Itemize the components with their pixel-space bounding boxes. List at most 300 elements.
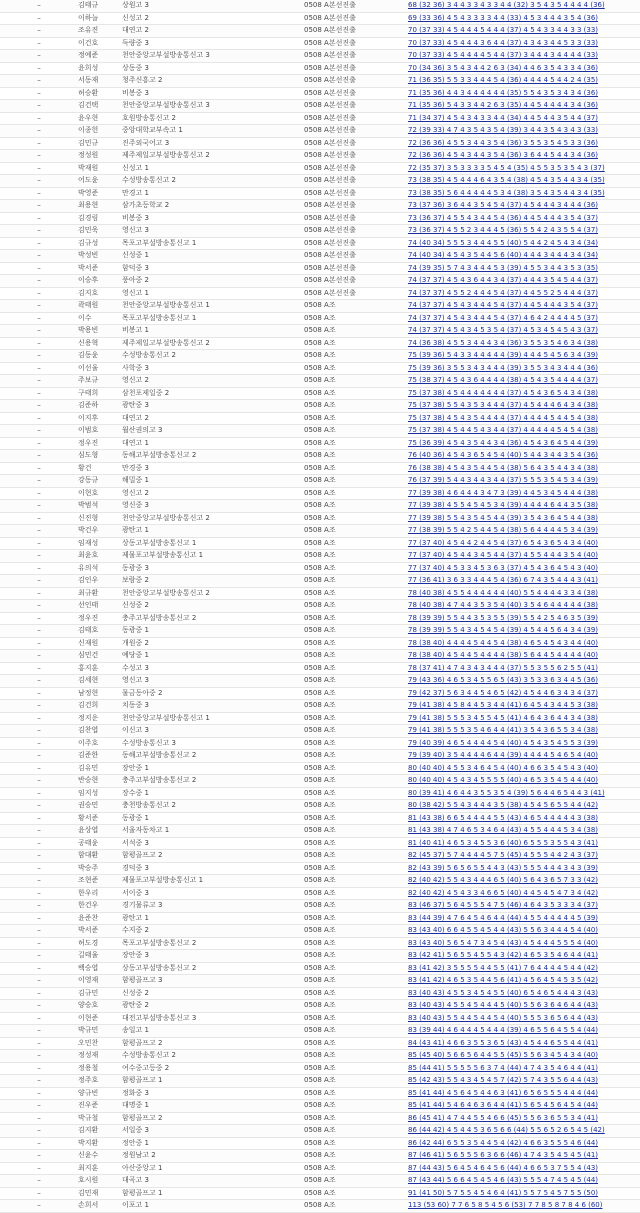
score-link[interactable]: 73 (37 36) 3 6 4 4 3 5 4 5 4 (37) 4 5 4 4 4 3 4 4 4 (36) bbox=[408, 201, 599, 210]
rank-cell: – bbox=[0, 712, 78, 725]
school-name: 함평골프고 3 bbox=[122, 975, 304, 988]
group-label: 0508 A조 bbox=[304, 387, 408, 400]
score-link[interactable]: 74 (40 34) 4 5 4 3 5 4 4 5 6 (40) 4 4 4 3 4 4 4 3 4 (34) bbox=[408, 251, 599, 260]
school-name: 개원중 2 bbox=[122, 637, 304, 650]
score-link[interactable]: 74 (36 38) 4 5 5 3 4 4 4 3 4 (36) 3 5 5 3 5 4 6 3 4 (38) bbox=[408, 338, 599, 347]
player-name: 이지후 bbox=[78, 412, 122, 425]
table-row bbox=[0, 500, 640, 513]
rank-cell: – bbox=[0, 850, 78, 863]
score-link[interactable]: 72 (36 36) 4 5 4 3 4 4 3 5 4 (36) 3 6 4 4 5 4 4 3 4 (36) bbox=[408, 151, 599, 160]
school-name: 사학중 3 bbox=[122, 362, 304, 375]
score-link[interactable]: 83 (40 43) 4 5 5 3 4 5 4 5 5 (40) 6 5 4 6 5 4 4 4 3 (43) bbox=[408, 988, 599, 997]
score-link[interactable]: 83 (39 44) 4 6 4 4 4 5 4 4 4 (39) 4 6 5 5 6 4 5 5 4 (44) bbox=[408, 1026, 599, 1035]
group-label: 0508 A조 bbox=[304, 900, 408, 913]
player-name: 김민재 bbox=[78, 1187, 122, 1200]
player-name: 정우진 bbox=[78, 612, 122, 625]
rank-cell: – bbox=[0, 450, 78, 463]
score-link[interactable]: 76 (40 36) 4 5 4 3 6 5 4 5 4 (40) 5 4 4 3 4 4 3 5 4 (36) bbox=[408, 451, 599, 460]
score-link[interactable]: 76 (37 39) 5 4 4 3 4 4 3 4 4 (37) 5 5 5 3 5 4 5 3 4 (39) bbox=[408, 476, 599, 485]
score-link[interactable]: 78 (37 41) 4 7 4 3 4 3 4 4 4 (37) 5 5 3 5 5 6 2 5 5 (41) bbox=[408, 663, 599, 672]
score-link[interactable]: 85 (42 43) 5 5 4 3 4 5 4 5 7 (42) 5 7 4 3 5 5 6 4 4 (43) bbox=[408, 1076, 599, 1085]
player-name: 어도윤 bbox=[78, 175, 122, 188]
score-link[interactable]: 86 (44 42) 4 5 4 4 5 3 6 5 6 6 (44) 5 5 6 5 2 6 5 4 5 (42) bbox=[408, 1126, 605, 1135]
group-label: 0508 A조 bbox=[304, 787, 408, 800]
group-label: 0508 A조 bbox=[304, 725, 408, 738]
table-row bbox=[0, 650, 640, 663]
school-name: 삼천포제일중 2 bbox=[122, 387, 304, 400]
table-row bbox=[0, 187, 640, 200]
table-row bbox=[0, 250, 640, 263]
rank-cell: – bbox=[0, 350, 78, 363]
score-cell bbox=[408, 150, 640, 163]
school-name: 동광중 3 bbox=[122, 562, 304, 575]
score-link[interactable]: 74 (37 37) 4 5 5 2 4 4 4 5 4 (37) 4 4 5 5 2 5 4 4 4 (37) bbox=[408, 288, 599, 297]
score-link[interactable]: 83 (40 43) 5 5 4 4 5 4 4 5 4 (40) 5 5 5 3 6 5 6 4 4 (43) bbox=[408, 1013, 599, 1022]
score-link[interactable]: 74 (39 35) 5 7 4 3 4 4 4 5 3 (39) 4 5 5 3 4 4 3 5 3 (35) bbox=[408, 263, 599, 272]
score-link[interactable]: 82 (40 42) 5 5 4 3 4 4 4 6 5 (40) 5 6 4 3 6 5 7 3 3 (42) bbox=[408, 876, 599, 885]
table-row bbox=[0, 725, 640, 738]
table-row bbox=[0, 100, 640, 113]
score-link[interactable]: 78 (38 40) 4 4 4 4 5 4 4 5 4 (38) 4 6 5 4 5 4 3 4 4 (40) bbox=[408, 638, 599, 647]
school-name: 정안중 1 bbox=[122, 1137, 304, 1150]
score-link[interactable]: 70 (37 33) 4 5 4 4 4 3 6 4 4 (37) 4 3 4 3 4 4 5 3 3 (33) bbox=[408, 38, 599, 47]
score-link[interactable]: 81 (43 38) 6 6 5 4 4 4 4 5 5 (43) 4 6 5 4 4 4 4 4 3 (38) bbox=[408, 813, 599, 822]
player-name: 주보규 bbox=[78, 375, 122, 388]
table-row bbox=[0, 875, 640, 888]
rank-cell: – bbox=[0, 187, 78, 200]
table-row bbox=[0, 1062, 640, 1075]
school-name: 수성방송통신고 2 bbox=[122, 175, 304, 188]
score-cell bbox=[408, 837, 640, 850]
school-name: 정화중 3 bbox=[122, 1087, 304, 1100]
rank-cell: – bbox=[0, 737, 78, 750]
group-label: 0508 A조 bbox=[304, 1137, 408, 1150]
score-link[interactable]: 74 (37 37) 4 5 4 3 4 4 4 5 4 (37) 4 4 5 4 4 4 3 5 4 (37) bbox=[408, 301, 599, 310]
table-row bbox=[0, 487, 640, 500]
score-link[interactable]: 75 (36 39) 4 5 4 3 5 4 4 3 4 (36) 4 5 4 3 6 4 5 4 4 (39) bbox=[408, 438, 599, 447]
table-row bbox=[0, 1125, 640, 1138]
score-link[interactable]: 83 (43 40) 6 6 4 5 5 4 5 4 4 (43) 5 5 6 3 4 4 4 5 4 (40) bbox=[408, 926, 599, 935]
score-link[interactable]: 86 (42 44) 6 5 5 3 5 4 4 5 4 (42) 4 6 6 3 5 5 5 4 6 (44) bbox=[408, 1138, 599, 1147]
group-label: 0508 A조 bbox=[304, 837, 408, 850]
table-row bbox=[0, 825, 640, 838]
score-link[interactable]: 74 (37 37) 4 5 4 3 4 4 4 5 4 (37) 4 6 4 2 4 4 4 4 5 (37) bbox=[408, 313, 599, 322]
score-link[interactable]: 75 (39 36) 5 4 3 3 4 4 4 4 4 (39) 4 4 4 5 4 5 6 3 4 (39) bbox=[408, 351, 599, 360]
player-name: 박건우 bbox=[78, 525, 122, 538]
school-name: 대연고 1 bbox=[122, 437, 304, 450]
score-link[interactable]: 91 (41 50) 5 7 5 5 4 5 4 6 4 (41) 5 5 7 5 4 5 7 5 5 (50) bbox=[408, 1188, 599, 1197]
score-link[interactable]: 72 (35 37) 3 5 3 3 3 3 5 4 5 4 (35) 4 5 5 3 5 3 5 4 3 (37) bbox=[408, 163, 605, 172]
score-link[interactable]: 74 (37 37) 4 5 4 3 4 5 3 5 4 (37) 4 5 3 4 5 4 5 4 3 (37) bbox=[408, 326, 599, 335]
school-name: 비봉중 3 bbox=[122, 212, 304, 225]
group-label: 0508 A조 bbox=[304, 375, 408, 388]
group-label: 0508 A조 bbox=[304, 1075, 408, 1088]
player-name: 황서준 bbox=[78, 812, 122, 825]
rank-cell: – bbox=[0, 0, 78, 12]
school-name: 만경중 3 bbox=[122, 462, 304, 475]
score-link[interactable]: 71 (35 36) 5 4 3 3 4 4 2 6 3 (35) 4 4 5 4 4 4 4 3 4 (36) bbox=[408, 101, 599, 110]
table-row bbox=[0, 325, 640, 338]
score-link[interactable]: 77 (38 39) 5 5 4 2 5 4 4 5 4 (38) 5 6 4 4 4 4 5 3 4 (39) bbox=[408, 526, 599, 535]
player-name: 김민규 bbox=[78, 137, 122, 150]
rank-cell: – bbox=[0, 37, 78, 50]
player-name: 신진형 bbox=[78, 512, 122, 525]
score-link[interactable]: 83 (42 41) 5 6 5 5 4 5 5 4 3 (42) 4 6 5 3 5 4 6 4 4 (41) bbox=[408, 951, 599, 960]
score-link[interactable]: 71 (34 37) 4 5 4 3 4 3 3 4 4 (34) 4 4 5 4 4 3 5 4 4 (37) bbox=[408, 113, 599, 122]
rank-cell: – bbox=[0, 1112, 78, 1125]
score-cell bbox=[408, 1137, 640, 1150]
score-cell bbox=[408, 862, 640, 875]
player-name: 한건우 bbox=[78, 900, 122, 913]
rank-cell: – bbox=[0, 562, 78, 575]
score-link[interactable]: 80 (39 41) 4 6 4 4 3 5 5 3 5 4 (39) 5 6 4 4 6 5 4 4 3 (41) bbox=[408, 788, 605, 797]
score-link[interactable]: 72 (39 33) 4 7 4 3 5 4 3 5 4 (39) 3 4 4 3 5 4 3 4 3 (33) bbox=[408, 126, 599, 135]
score-cell bbox=[408, 700, 640, 713]
score-cell bbox=[408, 875, 640, 888]
score-link[interactable]: 73 (38 35) 5 6 4 4 4 4 4 5 3 4 (38) 3 5 4 3 5 4 4 3 4 (35) bbox=[408, 188, 605, 197]
score-link[interactable]: 75 (37 38) 5 5 4 3 5 3 4 4 4 (37) 4 5 4 4 4 6 4 3 4 (38) bbox=[408, 401, 599, 410]
score-cell bbox=[408, 1050, 640, 1063]
rank-cell: – bbox=[0, 775, 78, 788]
player-name: 최용현 bbox=[78, 200, 122, 213]
score-link[interactable]: 77 (37 40) 4 5 3 3 4 5 3 6 3 (37) 4 5 4 3 6 4 5 4 3 (40) bbox=[408, 563, 599, 572]
group-label: 0508 A조 bbox=[304, 850, 408, 863]
school-name: 천안중앙고부설방송통신고 1 bbox=[122, 712, 304, 725]
rank-cell: – bbox=[0, 787, 78, 800]
score-link[interactable]: 73 (36 37) 4 5 5 2 3 4 4 4 5 (36) 5 5 4 2 4 3 5 5 4 (37) bbox=[408, 226, 599, 235]
score-link[interactable]: 82 (40 42) 4 5 4 3 3 4 6 6 5 (40) 4 4 5 4 5 4 7 3 4 (42) bbox=[408, 888, 599, 897]
player-name: 김인우 bbox=[78, 575, 122, 588]
score-link[interactable]: 68 (32 36) 3 4 4 3 3 4 3 3 4 4 (32) 3 5 4 3 5 4 4 4 4 (36) bbox=[408, 1, 605, 10]
table-row bbox=[0, 625, 640, 638]
player-name: 허도경 bbox=[78, 937, 122, 950]
group-label: 0508 A본선진출 bbox=[304, 175, 408, 188]
player-name: 최윤호 bbox=[78, 550, 122, 563]
rank-cell: – bbox=[0, 975, 78, 988]
score-cell bbox=[408, 750, 640, 763]
school-name: 물금동아중 2 bbox=[122, 687, 304, 700]
player-name: 김건택 bbox=[78, 100, 122, 113]
table-row bbox=[0, 800, 640, 813]
school-name: 목포고부설방송통신고 2 bbox=[122, 937, 304, 950]
school-name: 동광중 1 bbox=[122, 625, 304, 638]
rank-cell: – bbox=[0, 837, 78, 850]
school-name: 송일고 1 bbox=[122, 1025, 304, 1038]
group-label: 0508 A조 bbox=[304, 625, 408, 638]
rank-cell: – bbox=[0, 312, 78, 325]
score-link[interactable]: 83 (43 40) 5 6 5 4 7 3 4 5 4 (43) 4 5 4 4 4 5 5 5 4 (40) bbox=[408, 938, 599, 947]
score-link[interactable]: 83 (44 39) 4 7 6 4 5 4 6 4 4 (44) 4 5 5 4 4 4 4 4 5 (39) bbox=[408, 913, 599, 922]
score-link[interactable]: 73 (38 35) 4 5 4 4 4 6 4 3 5 4 (38) 4 5 4 3 5 4 4 3 4 (35) bbox=[408, 176, 605, 185]
table-row bbox=[0, 850, 640, 863]
school-name: 대연고 2 bbox=[122, 412, 304, 425]
rank-cell: – bbox=[0, 800, 78, 813]
rank-cell: – bbox=[0, 500, 78, 513]
score-link[interactable]: 74 (40 34) 5 5 5 3 4 4 4 5 5 (40) 5 4 4 2 4 5 4 3 4 (34) bbox=[408, 238, 599, 247]
rank-cell: – bbox=[0, 1175, 78, 1188]
table-row bbox=[0, 237, 640, 250]
rank-cell: – bbox=[0, 87, 78, 100]
group-label: 0508 A조 bbox=[304, 975, 408, 988]
rank-cell: – bbox=[0, 987, 78, 1000]
group-label: 0508 A본선진출 bbox=[304, 75, 408, 88]
player-name: 김경림 bbox=[78, 212, 122, 225]
school-name: 영신고 2 bbox=[122, 375, 304, 388]
score-link[interactable]: 80 (40 40) 4 5 4 3 4 5 5 5 5 (40) 4 6 5 3 5 4 5 4 4 (40) bbox=[408, 776, 599, 785]
rank-cell: – bbox=[0, 300, 78, 313]
score-link[interactable]: 87 (46 41) 5 6 5 5 5 6 3 6 6 (46) 4 7 4 3 5 4 5 4 5 (41) bbox=[408, 1151, 599, 1160]
score-link[interactable]: 82 (43 39) 5 6 5 6 5 5 4 4 3 (43) 5 5 5 4 4 4 3 4 3 (39) bbox=[408, 863, 599, 872]
rank-cell: – bbox=[0, 425, 78, 438]
score-link[interactable]: 75 (37 38) 4 5 4 4 5 4 3 4 4 (37) 4 4 4 4 4 5 4 5 4 (38) bbox=[408, 426, 599, 435]
rank-cell: – bbox=[0, 887, 78, 900]
rank-cell: – bbox=[0, 1100, 78, 1113]
score-link[interactable]: 85 (45 40) 5 6 6 5 6 4 4 5 5 (45) 5 5 6 3 4 5 4 3 4 (40) bbox=[408, 1051, 599, 1060]
rank-cell: – bbox=[0, 537, 78, 550]
score-link[interactable]: 76 (38 38) 4 5 4 3 5 4 4 5 4 (38) 5 6 4 3 5 4 4 3 4 (38) bbox=[408, 463, 599, 472]
score-link[interactable]: 79 (41 38) 4 5 8 4 4 5 3 4 4 (41) 6 4 5 4 3 4 4 5 3 (38) bbox=[408, 701, 599, 710]
score-link[interactable]: 75 (37 38) 4 5 4 3 5 4 4 4 4 (37) 4 4 4 4 5 4 4 5 4 (38) bbox=[408, 413, 599, 422]
group-label: 0508 A본선진출 bbox=[304, 12, 408, 25]
score-link[interactable]: 77 (36 41) 3 6 3 3 4 4 4 5 4 (36) 6 7 4 3 5 4 4 4 3 (41) bbox=[408, 576, 599, 585]
score-link[interactable]: 79 (41 38) 5 5 5 3 5 4 6 4 4 (41) 3 5 4 3 6 5 5 3 4 (38) bbox=[408, 726, 599, 735]
score-link[interactable]: 85 (41 44) 5 4 6 4 6 3 6 4 4 (41) 5 6 5 4 5 6 4 5 4 (44) bbox=[408, 1101, 599, 1110]
school-name: 장안중 1 bbox=[122, 762, 304, 775]
school-name: 상동고부설방송통신고 1 bbox=[122, 537, 304, 550]
player-name: 김태규 bbox=[78, 0, 122, 12]
score-cell bbox=[408, 137, 640, 150]
score-link[interactable]: 80 (38 42) 5 5 4 3 4 4 4 3 5 (38) 4 5 4 5 6 5 5 4 4 (42) bbox=[408, 801, 599, 810]
group-label: 0508 A조 bbox=[304, 887, 408, 900]
score-link[interactable]: 78 (39 39) 5 5 4 3 4 5 4 5 4 (39) 4 5 4 4 5 6 4 3 4 (39) bbox=[408, 626, 599, 635]
table-row bbox=[0, 862, 640, 875]
table-row bbox=[0, 587, 640, 600]
school-name: 삼가초등학교 2 bbox=[122, 200, 304, 213]
score-link[interactable]: 75 (38 37) 4 5 4 3 6 4 4 4 4 (38) 4 5 4 3 5 4 4 4 4 (37) bbox=[408, 376, 599, 385]
table-row bbox=[0, 937, 640, 950]
score-link[interactable]: 79 (42 37) 5 6 3 4 4 5 4 6 5 (42) 4 5 4 4 6 3 4 3 4 (37) bbox=[408, 688, 599, 697]
table-row bbox=[0, 275, 640, 288]
player-name: 신윤수 bbox=[78, 1150, 122, 1163]
rank-cell: – bbox=[0, 225, 78, 238]
table-row bbox=[0, 350, 640, 363]
group-label: 0508 A조 bbox=[304, 750, 408, 763]
score-link[interactable]: 72 (36 36) 4 5 5 3 4 4 3 5 4 (36) 3 5 5 3 5 4 5 3 3 (36) bbox=[408, 138, 599, 147]
school-name: 충천방송통신고 2 bbox=[122, 800, 304, 813]
score-link[interactable]: 83 (41 42) 3 5 5 5 5 4 4 5 5 (41) 7 6 4 4 4 4 5 4 4 (42) bbox=[408, 963, 599, 972]
score-link[interactable]: 113 (53 60) 7 7 6 5 8 5 4 5 6 (53) 7 7 8 5 8 7 8 4 6 (60) bbox=[408, 1201, 603, 1210]
score-link[interactable]: 70 (37 33) 4 5 4 4 4 5 4 4 4 (37) 4 5 4 3 3 4 4 3 3 (33) bbox=[408, 26, 599, 35]
score-link[interactable]: 70 (34 36) 3 5 4 3 4 4 2 6 3 (34) 4 4 6 3 5 4 3 3 4 (36) bbox=[408, 63, 599, 72]
score-cell bbox=[408, 512, 640, 525]
player-name: 정성재 bbox=[78, 1050, 122, 1063]
group-label: 0508 A조 bbox=[304, 762, 408, 775]
group-label: 0508 A본선진출 bbox=[304, 37, 408, 50]
table-row bbox=[0, 387, 640, 400]
table-row bbox=[0, 687, 640, 700]
score-link[interactable]: 77 (37 40) 4 5 4 4 2 4 4 5 4 (37) 6 5 4 3 6 5 4 3 4 (40) bbox=[408, 538, 599, 547]
school-name: 득량중 3 bbox=[122, 37, 304, 50]
group-label: 0508 A조 bbox=[304, 1062, 408, 1075]
table-row bbox=[0, 1187, 640, 1200]
score-link[interactable]: 78 (39 39) 5 5 4 4 3 5 3 5 5 (39) 5 5 4 2 5 4 6 3 5 (39) bbox=[408, 613, 599, 622]
player-name: 이현호 bbox=[78, 487, 122, 500]
table-row bbox=[0, 87, 640, 100]
score-cell bbox=[408, 450, 640, 463]
group-label: 0508 A조 bbox=[304, 612, 408, 625]
score-link[interactable]: 78 (40 38) 4 5 5 4 4 4 4 4 4 (40) 5 5 4 4 4 4 3 3 4 (38) bbox=[408, 588, 599, 597]
school-name: 서일중 3 bbox=[122, 1125, 304, 1138]
rank-cell: – bbox=[0, 50, 78, 63]
score-cell bbox=[408, 1112, 640, 1125]
group-label: 0508 A조 bbox=[304, 737, 408, 750]
score-cell bbox=[408, 525, 640, 538]
score-link[interactable]: 83 (41 42) 4 6 5 3 5 4 4 5 6 (41) 4 5 6 4 5 4 5 3 5 (42) bbox=[408, 976, 599, 985]
score-link[interactable]: 77 (39 38) 5 5 4 3 5 4 5 4 4 (39) 3 5 4 3 6 4 5 4 4 (38) bbox=[408, 513, 599, 522]
group-label: 0508 A본선진출 bbox=[304, 275, 408, 288]
player-name: 선인태 bbox=[78, 600, 122, 613]
player-name: 김세현 bbox=[78, 675, 122, 688]
score-link[interactable]: 75 (37 38) 4 5 4 4 4 4 4 4 4 (37) 4 5 4 3 6 5 4 3 4 (38) bbox=[408, 388, 599, 397]
school-name: 신성중 2 bbox=[122, 600, 304, 613]
score-link[interactable]: 77 (37 40) 4 5 4 4 3 4 5 4 4 (37) 4 5 5 4 4 4 3 5 4 (40) bbox=[408, 551, 599, 560]
player-name: 최지훈 bbox=[78, 1162, 122, 1175]
score-link[interactable]: 71 (36 35) 5 5 3 3 4 4 4 5 4 (36) 4 4 4 4 5 4 4 2 4 (35) bbox=[408, 76, 599, 85]
school-name: 정원남고 2 bbox=[122, 1150, 304, 1163]
player-name: 이영재 bbox=[78, 975, 122, 988]
rank-cell: – bbox=[0, 912, 78, 925]
score-cell bbox=[408, 562, 640, 575]
score-cell bbox=[408, 200, 640, 213]
rank-cell: – bbox=[0, 575, 78, 588]
player-name: 임지성 bbox=[78, 787, 122, 800]
score-cell bbox=[408, 262, 640, 275]
score-link[interactable]: 74 (37 37) 4 5 4 3 6 4 4 3 4 (37) 4 4 4 3 5 4 5 4 4 (37) bbox=[408, 276, 599, 285]
score-link[interactable]: 79 (43 36) 4 6 5 3 4 5 5 6 5 (43) 3 5 3 3 6 3 4 4 5 (36) bbox=[408, 676, 599, 685]
score-cell bbox=[408, 425, 640, 438]
score-link[interactable]: 81 (43 38) 4 7 4 6 5 3 4 6 4 (43) 4 5 5 4 4 4 5 3 4 (38) bbox=[408, 826, 599, 835]
score-link[interactable]: 73 (36 37) 4 5 5 4 3 4 4 5 4 (36) 4 4 5 4 4 4 3 5 4 (37) bbox=[408, 213, 599, 222]
school-name: 상동중 3 bbox=[122, 62, 304, 75]
score-cell bbox=[408, 375, 640, 388]
group-label: 0508 A본선진출 bbox=[304, 225, 408, 238]
score-link[interactable]: 78 (40 38) 4 7 4 4 3 5 3 5 4 (40) 3 5 4 6 4 4 4 4 4 (38) bbox=[408, 601, 599, 610]
player-name: 최규환 bbox=[78, 587, 122, 600]
score-link[interactable]: 83 (46 37) 5 6 4 5 5 5 4 7 5 (46) 4 6 4 3 5 3 3 3 4 (37) bbox=[408, 901, 599, 910]
score-link[interactable]: 77 (39 38) 4 5 5 4 5 4 5 3 4 (39) 4 4 4 4 6 4 4 3 5 (38) bbox=[408, 501, 599, 510]
rank-cell: – bbox=[0, 600, 78, 613]
player-name: 박용빈 bbox=[78, 325, 122, 338]
table-row bbox=[0, 1150, 640, 1163]
group-label: 0508 A조 bbox=[304, 662, 408, 675]
group-label: 0508 A본선진출 bbox=[304, 0, 408, 12]
table-row bbox=[0, 775, 640, 788]
rank-cell: – bbox=[0, 925, 78, 938]
score-link[interactable]: 75 (39 36) 3 5 5 3 4 3 4 4 4 (39) 3 5 5 3 4 3 4 4 4 (36) bbox=[408, 363, 599, 372]
score-link[interactable]: 70 (37 33) 4 5 4 4 4 4 5 4 4 (37) 3 4 4 4 3 4 4 4 4 (33) bbox=[408, 51, 599, 60]
score-link[interactable]: 85 (41 44) 4 5 6 4 5 4 4 6 3 (41) 6 5 6 5 5 5 4 4 4 (44) bbox=[408, 1088, 599, 1097]
score-link[interactable]: 87 (44 43) 5 6 4 5 4 6 4 5 6 (44) 4 6 6 5 3 7 5 5 4 (43) bbox=[408, 1163, 599, 1172]
player-name: 손희서 bbox=[78, 1200, 122, 1213]
table-row bbox=[0, 712, 640, 725]
table-row bbox=[0, 1012, 640, 1025]
score-link[interactable]: 71 (35 36) 4 4 3 4 4 4 4 4 4 (35) 5 5 4 3 5 3 4 3 4 (36) bbox=[408, 88, 599, 97]
score-link[interactable]: 86 (45 41) 4 7 4 4 5 5 4 6 6 (45) 5 5 6 3 6 5 5 3 4 (41) bbox=[408, 1113, 599, 1122]
score-link[interactable]: 81 (40 41) 4 6 5 3 4 5 5 3 6 (40) 6 5 5 5 3 5 5 4 3 (41) bbox=[408, 838, 599, 847]
score-link[interactable]: 79 (39 40) 3 5 4 4 4 4 6 4 4 (39) 4 4 4 4 5 4 6 5 4 (40) bbox=[408, 751, 599, 760]
score-cell bbox=[408, 800, 640, 813]
player-name: 심도형 bbox=[78, 450, 122, 463]
score-cell bbox=[408, 625, 640, 638]
school-name: 동해고부설방송통신고 2 bbox=[122, 750, 304, 763]
table-row bbox=[0, 1087, 640, 1100]
score-link[interactable]: 77 (39 38) 4 6 4 4 4 3 4 7 3 (39) 4 4 5 3 4 5 4 4 4 (38) bbox=[408, 488, 599, 497]
group-label: 0508 A본선진출 bbox=[304, 25, 408, 38]
score-cell bbox=[408, 575, 640, 588]
score-link[interactable]: 79 (40 39) 4 6 5 4 4 4 4 5 4 (40) 4 5 4 3 5 4 5 5 3 (39) bbox=[408, 738, 599, 747]
score-link[interactable]: 69 (33 36) 4 5 4 3 3 3 3 4 4 (33) 4 5 3 4 4 4 3 5 4 (36) bbox=[408, 13, 599, 22]
score-link[interactable]: 85 (44 41) 5 5 5 5 5 6 3 7 4 (44) 4 7 4 3 5 4 6 4 4 (41) bbox=[408, 1063, 599, 1072]
score-link[interactable]: 78 (38 40) 4 5 4 4 5 4 4 4 4 (38) 5 6 4 4 5 4 4 4 4 (40) bbox=[408, 651, 599, 660]
group-label: 0508 A조 bbox=[304, 600, 408, 613]
score-link[interactable]: 82 (45 37) 5 7 4 4 4 4 5 7 5 (45) 4 5 5 5 4 4 2 4 3 (37) bbox=[408, 851, 599, 860]
player-name: 박영준 bbox=[78, 187, 122, 200]
school-name: 천안중앙고부설방송통신고 2 bbox=[122, 512, 304, 525]
score-cell bbox=[408, 250, 640, 263]
group-label: 0508 A조 bbox=[304, 487, 408, 500]
school-name: 서울자동차고 1 bbox=[122, 825, 304, 838]
score-link[interactable]: 79 (41 38) 5 5 5 3 4 5 5 4 5 (41) 4 6 4 3 6 4 4 3 4 (38) bbox=[408, 713, 599, 722]
player-name: 박서준 bbox=[78, 925, 122, 938]
group-label: 0508 A조 bbox=[304, 1000, 408, 1013]
score-cell bbox=[408, 212, 640, 225]
score-link[interactable]: 84 (43 41) 4 6 6 3 5 5 3 6 5 (43) 4 5 4 4 6 5 5 4 4 (41) bbox=[408, 1038, 599, 1047]
table-row bbox=[0, 162, 640, 175]
player-name: 신용혁 bbox=[78, 337, 122, 350]
group-label: 0508 A본선진출 bbox=[304, 187, 408, 200]
rank-cell: – bbox=[0, 587, 78, 600]
group-label: 0508 A본선진출 bbox=[304, 250, 408, 263]
group-label: 0508 A본선진출 bbox=[304, 162, 408, 175]
player-name: 조유진 bbox=[78, 25, 122, 38]
rank-cell: – bbox=[0, 462, 78, 475]
table-row bbox=[0, 287, 640, 300]
score-cell bbox=[408, 900, 640, 913]
score-link[interactable]: 80 (40 40) 4 5 5 3 4 6 4 5 4 (40) 4 6 6 3 5 4 5 4 3 (40) bbox=[408, 763, 599, 772]
player-name: 박범석 bbox=[78, 500, 122, 513]
rank-cell: – bbox=[0, 762, 78, 775]
score-cell bbox=[408, 1000, 640, 1013]
group-label: 0508 A조 bbox=[304, 475, 408, 488]
score-cell bbox=[408, 812, 640, 825]
rank-cell: – bbox=[0, 487, 78, 500]
table-row bbox=[0, 137, 640, 150]
score-cell bbox=[408, 187, 640, 200]
rank-cell: – bbox=[0, 812, 78, 825]
school-name: 진주외국어고 3 bbox=[122, 137, 304, 150]
score-cell bbox=[408, 650, 640, 663]
group-label: 0508 A조 bbox=[304, 575, 408, 588]
school-name: 서석중 3 bbox=[122, 837, 304, 850]
player-name: 박규민 bbox=[78, 1025, 122, 1038]
player-name: 신재원 bbox=[78, 637, 122, 650]
score-link[interactable]: 83 (40 43) 4 5 5 4 5 4 4 4 5 (40) 5 5 6 3 6 4 6 4 4 (43) bbox=[408, 1001, 599, 1010]
group-label: 0508 A조 bbox=[304, 412, 408, 425]
school-name: 수지중 2 bbox=[122, 925, 304, 938]
score-link[interactable]: 87 (43 44) 5 6 6 4 5 4 5 4 6 (43) 5 5 5 4 7 4 5 4 5 (44) bbox=[408, 1176, 599, 1185]
group-label: 0508 A조 bbox=[304, 500, 408, 513]
player-name: 이선율 bbox=[78, 362, 122, 375]
